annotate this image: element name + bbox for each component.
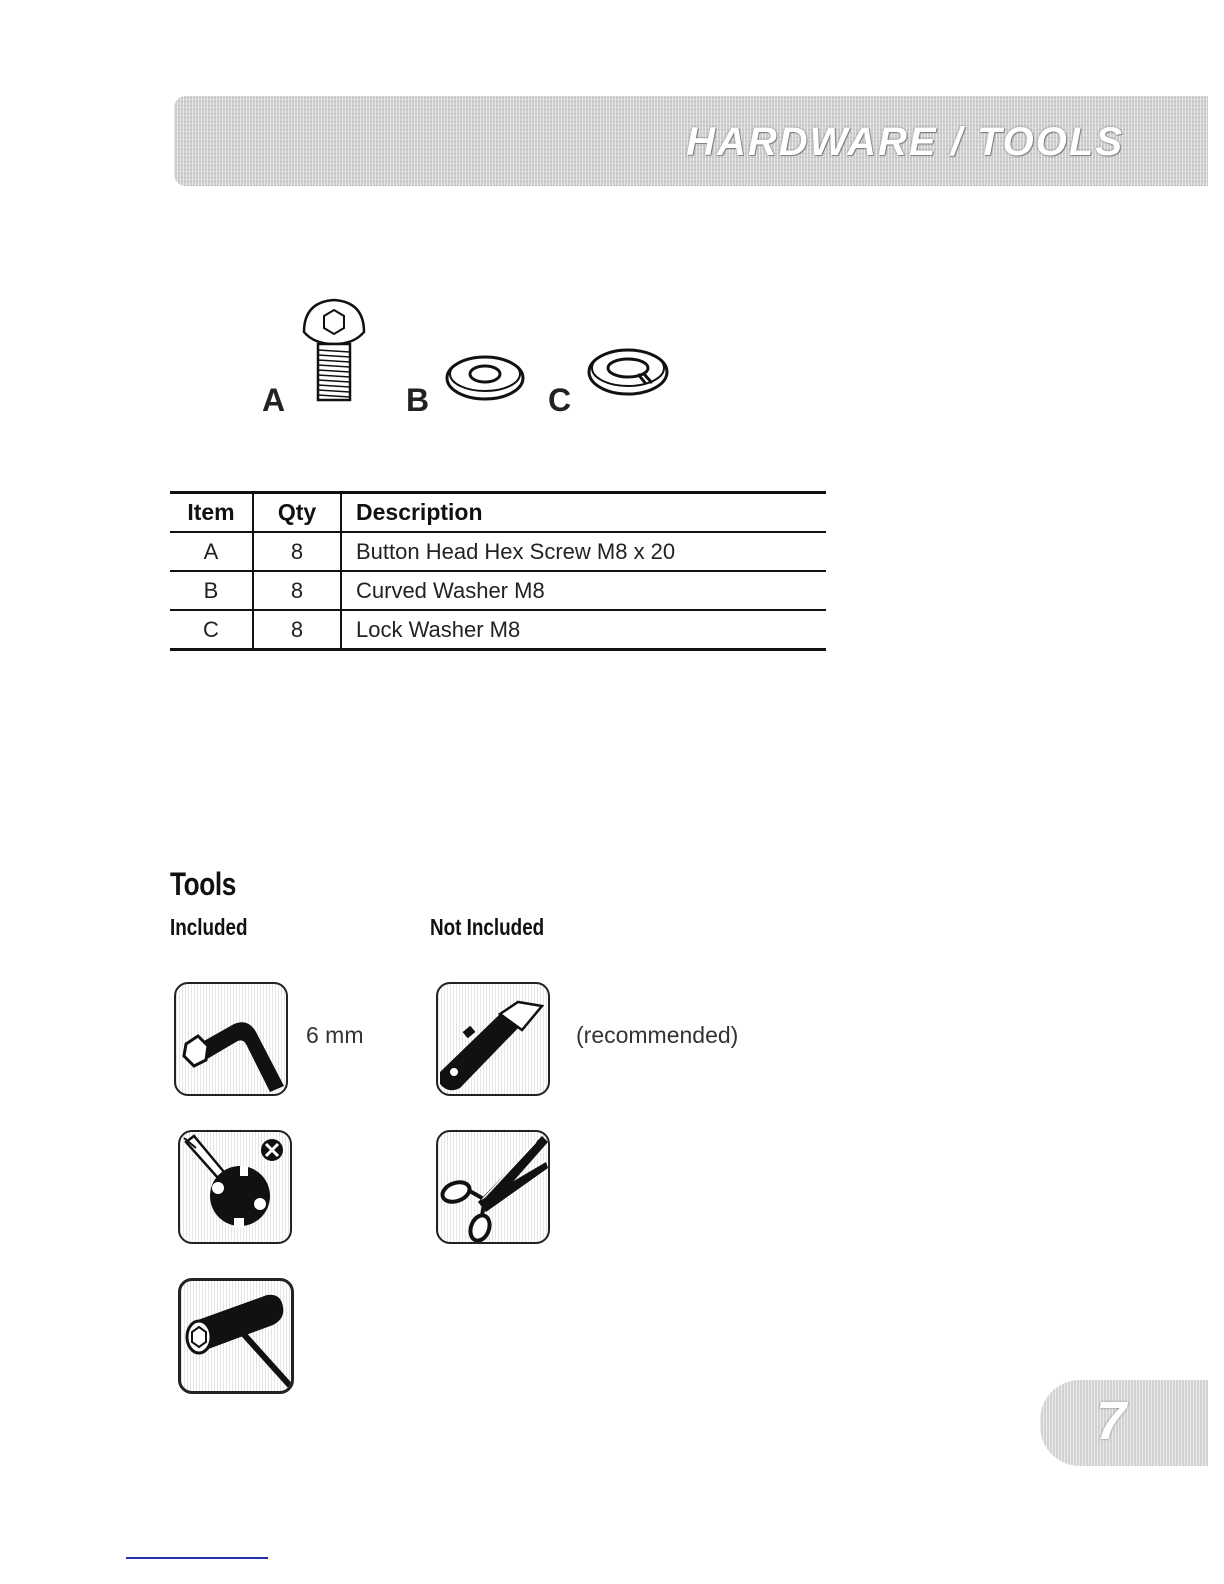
t-handle-socket-wrench-icon (181, 1281, 291, 1391)
cell-item: A (170, 532, 253, 571)
tool-tile-multi-wrench (178, 1130, 292, 1244)
hex-key-size-note: 6 mm (306, 1022, 364, 1048)
section-title: HARDWARE / TOOLS (686, 120, 1124, 164)
cell-qty: 8 (253, 532, 341, 571)
column-header-qty: Qty (253, 493, 341, 533)
cell-qty: 8 (253, 610, 341, 650)
table-row (170, 571, 826, 610)
hardware-table (170, 491, 826, 651)
button-head-hex-screw-icon (298, 296, 370, 408)
hex-key-icon (176, 984, 286, 1094)
tools-heading: Tools (170, 866, 236, 902)
not-included-heading: Not Included (430, 914, 545, 940)
cell-item: C (170, 610, 253, 650)
scissors-icon (438, 1132, 548, 1242)
utility-knife-icon (438, 984, 548, 1094)
cell-qty: 8 (253, 571, 341, 610)
column-header-item: Item (170, 493, 253, 533)
table-header-row (170, 493, 826, 533)
table-row (170, 532, 826, 571)
hardware-label-b: B (406, 382, 430, 418)
utility-knife-note: (recommended) (576, 1022, 739, 1048)
hardware-label-c: C (548, 382, 572, 418)
tool-tile-hex-key (174, 982, 288, 1096)
multi-wrench-screwdriver-icon (180, 1132, 290, 1242)
cell-item: B (170, 571, 253, 610)
included-heading: Included (170, 914, 248, 940)
curved-washer-icon (444, 352, 526, 404)
tool-tile-scissors (436, 1130, 550, 1244)
footer-rule (126, 1557, 268, 1559)
cell-description: Curved Washer M8 (341, 571, 826, 610)
page-number-tab (1040, 1380, 1208, 1466)
tool-tile-utility-knife (436, 982, 550, 1096)
hardware-label-a: A (262, 382, 286, 418)
table-row (170, 610, 826, 650)
section-header-band (174, 96, 1208, 186)
cell-description: Lock Washer M8 (341, 610, 826, 650)
column-header-description: Description (341, 493, 826, 533)
lock-washer-icon (586, 344, 670, 398)
tool-tile-socket-wrench (178, 1278, 294, 1394)
page-number: 7 (1096, 1391, 1127, 1451)
cell-description: Button Head Hex Screw M8 x 20 (341, 532, 826, 571)
